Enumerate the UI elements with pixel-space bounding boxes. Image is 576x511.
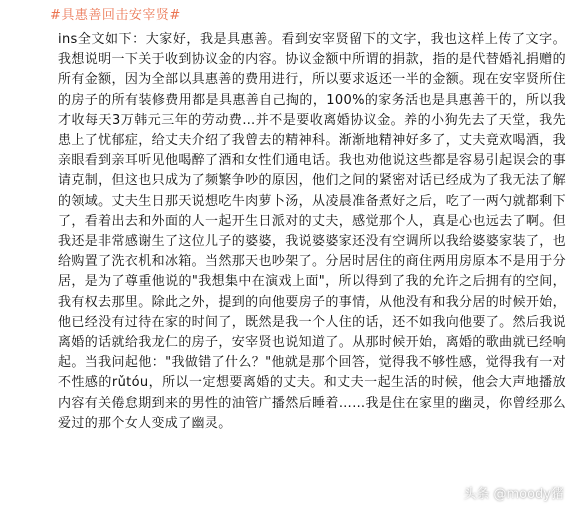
source-watermark: 头条 @moody猪 [463, 487, 564, 502]
post-body-text: ins全文如下：大家好，我是具惠善。看到安宰贤留下的文字，我也这样上传了文字。我想说明一下关于收到协议金的内容。协议金额中所谓的捐款，指的是代替婚礼捐赠的所有金额，因为全部以具惠善的费用进行，所以要求返还一半的金额。现在安宰贤所住的房子的所有装修费用都是具惠善自己掏的，100%的家务活也是具惠善干的，所以我才收每天3万韩元三年的劳动费…并不是要收离婚协议金。养的小狗先去了天堂，我先患上了忧郁症，给丈夫介绍了我曾去的精神科。渐渐地精神好多了，丈夫竟欢喝酒，我亲眼看到亲耳听见他喝醉了酒和女性们通电话。我也劝他说这些都是容易引起误会的事请克制，但这也只成为了频繁争吵的原因，他们之间的紧密对话已经成为了我无法了解的领域。丈夫生日那天说想吃牛肉萝卜汤，从凌晨准备煮好之后，吃了一两勺就都剩下了，看着出去和外面的人一起开生日派对的丈夫，感觉那个人，真是心也远去了啊。但我还是非常感谢生了这位儿子的婆婆，我说婆婆家还没有空调所以我给婆婆家装了，也给购置了洗衣机和冰箱。当然那天也吵架了。分居时居住的商住两用房原本不是用于分居，是为了尊重他说的"我想集中在演戏上面"，所以得到了我的允许之后拥有的空间，我有权去那里。除此之外，提到的向他要房子的事情，从他没有和我分居的时候开始，他已经没有过待在家的时间了，既然是我一个人住的话，还不如我向他要了。然后我说离婚的话就给我龙仁的房子，安宰贤也说知道了。从那时候开始，离婚的歌曲就已经响起。当我问起他："我做错了什么？"他就是那个回答，觉得我不够性感，觉得我有一对不性感的rǔtóu，所以一定想要离婚的丈夫。和丈夫一起生活的时候，他会大声地播放内容有关倦怠期到来的男性的油管广播然后睡着……我是住在家里的幽灵，你曾经那么爱过的那个女人变成了幽灵。 [58, 32, 566, 431]
hashtag-link[interactable]: #具惠善回击安宰贤# [50, 8, 181, 23]
